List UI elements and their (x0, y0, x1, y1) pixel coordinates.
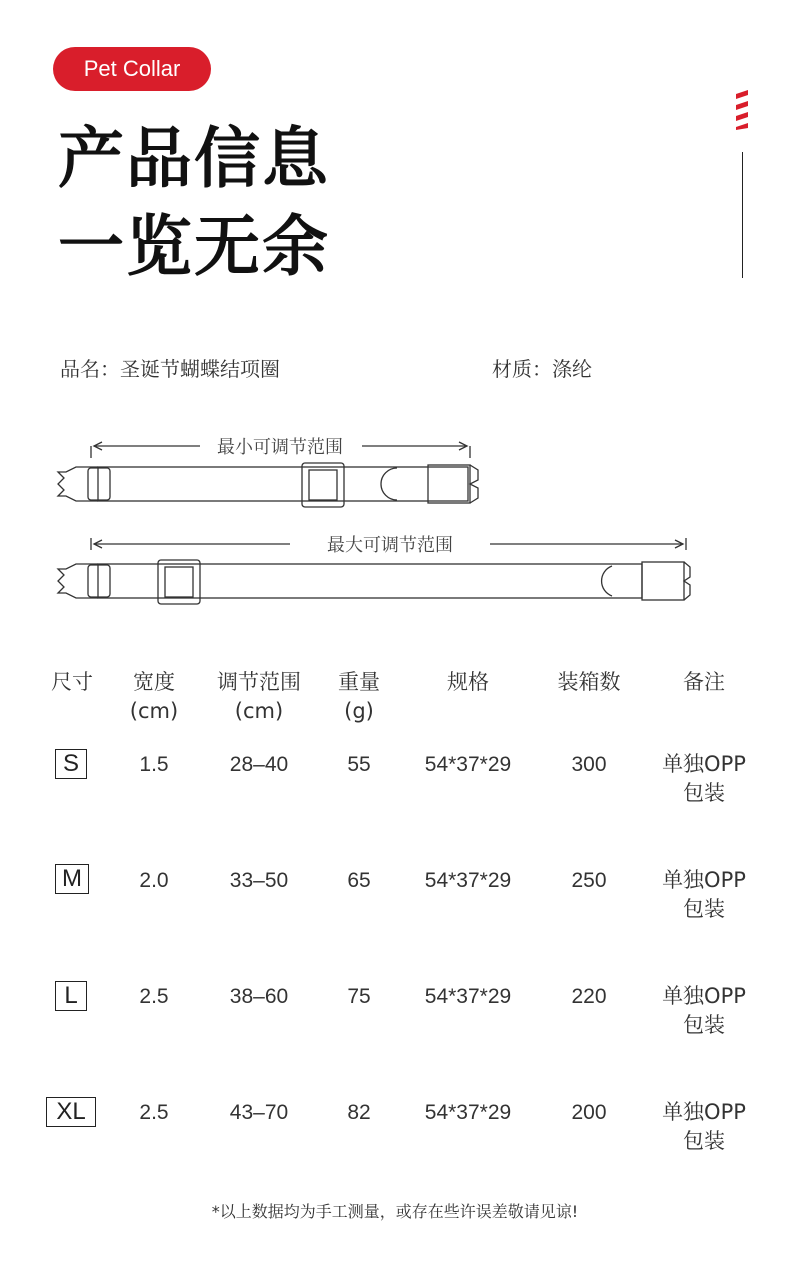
qty-cell: 200 (571, 1101, 607, 1124)
red-stripes-decoration (734, 88, 750, 130)
weight-cell: 82 (347, 1101, 371, 1124)
min-range-label: 最小可调节范围 (217, 437, 343, 458)
header-width: 宽度 (cm) (129, 670, 179, 723)
headline-line-2: 一览无余 (58, 208, 330, 285)
header-spec: 规格 (447, 670, 489, 694)
qty-cell: 220 (571, 985, 607, 1008)
note-cell: 单独OPP 包装 (662, 1100, 746, 1153)
weight-cell: 75 (347, 985, 371, 1008)
pet-collar-badge: Pet Collar (53, 47, 211, 91)
note-cell: 单独OPP 包装 (662, 868, 746, 921)
header-range: 调节范围 (cm) (217, 670, 301, 723)
qty-cell: 300 (571, 753, 607, 776)
range-cell: 38–60 (229, 985, 289, 1008)
width-cell: 2.5 (139, 1101, 169, 1124)
qty-cell: 250 (571, 869, 607, 892)
note-cell: 单独OPP 包装 (662, 752, 746, 805)
size-badge: L (55, 981, 87, 1011)
header-qty: 装箱数 (557, 670, 621, 694)
header-note: 备注 (683, 670, 725, 694)
note-cell: 单独OPP 包装 (662, 984, 746, 1037)
collar-adjustment-diagram (0, 420, 790, 620)
measurement-disclaimer: *以上数据均为手工测量，或存在些许误差敬请见谅! (211, 1202, 579, 1221)
width-cell: 2.0 (139, 869, 169, 892)
width-cell: 1.5 (139, 753, 169, 776)
range-cell: 28–40 (229, 753, 289, 776)
vertical-divider (742, 152, 743, 278)
weight-cell: 65 (347, 869, 371, 892)
range-cell: 43–70 (229, 1101, 289, 1124)
range-cell: 33–50 (229, 869, 289, 892)
spec-cell: 54*37*29 (424, 1101, 512, 1124)
headline-line-1: 产品信息 (58, 120, 330, 197)
size-badge: S (55, 749, 87, 779)
header-weight: 重量 (g) (338, 670, 380, 723)
spec-cell: 54*37*29 (424, 985, 512, 1008)
product-material: 材质：涤纶 (492, 357, 592, 381)
max-range-label: 最大可调节范围 (327, 535, 453, 556)
product-name: 品名：圣诞节蝴蝶结项圈 (60, 357, 280, 381)
width-cell: 2.5 (139, 985, 169, 1008)
spec-cell: 54*37*29 (424, 869, 512, 892)
size-badge: XL (46, 1097, 96, 1127)
size-badge: M (55, 864, 89, 894)
weight-cell: 55 (347, 753, 371, 776)
spec-cell: 54*37*29 (424, 753, 512, 776)
header-size: 尺寸 (51, 670, 93, 694)
